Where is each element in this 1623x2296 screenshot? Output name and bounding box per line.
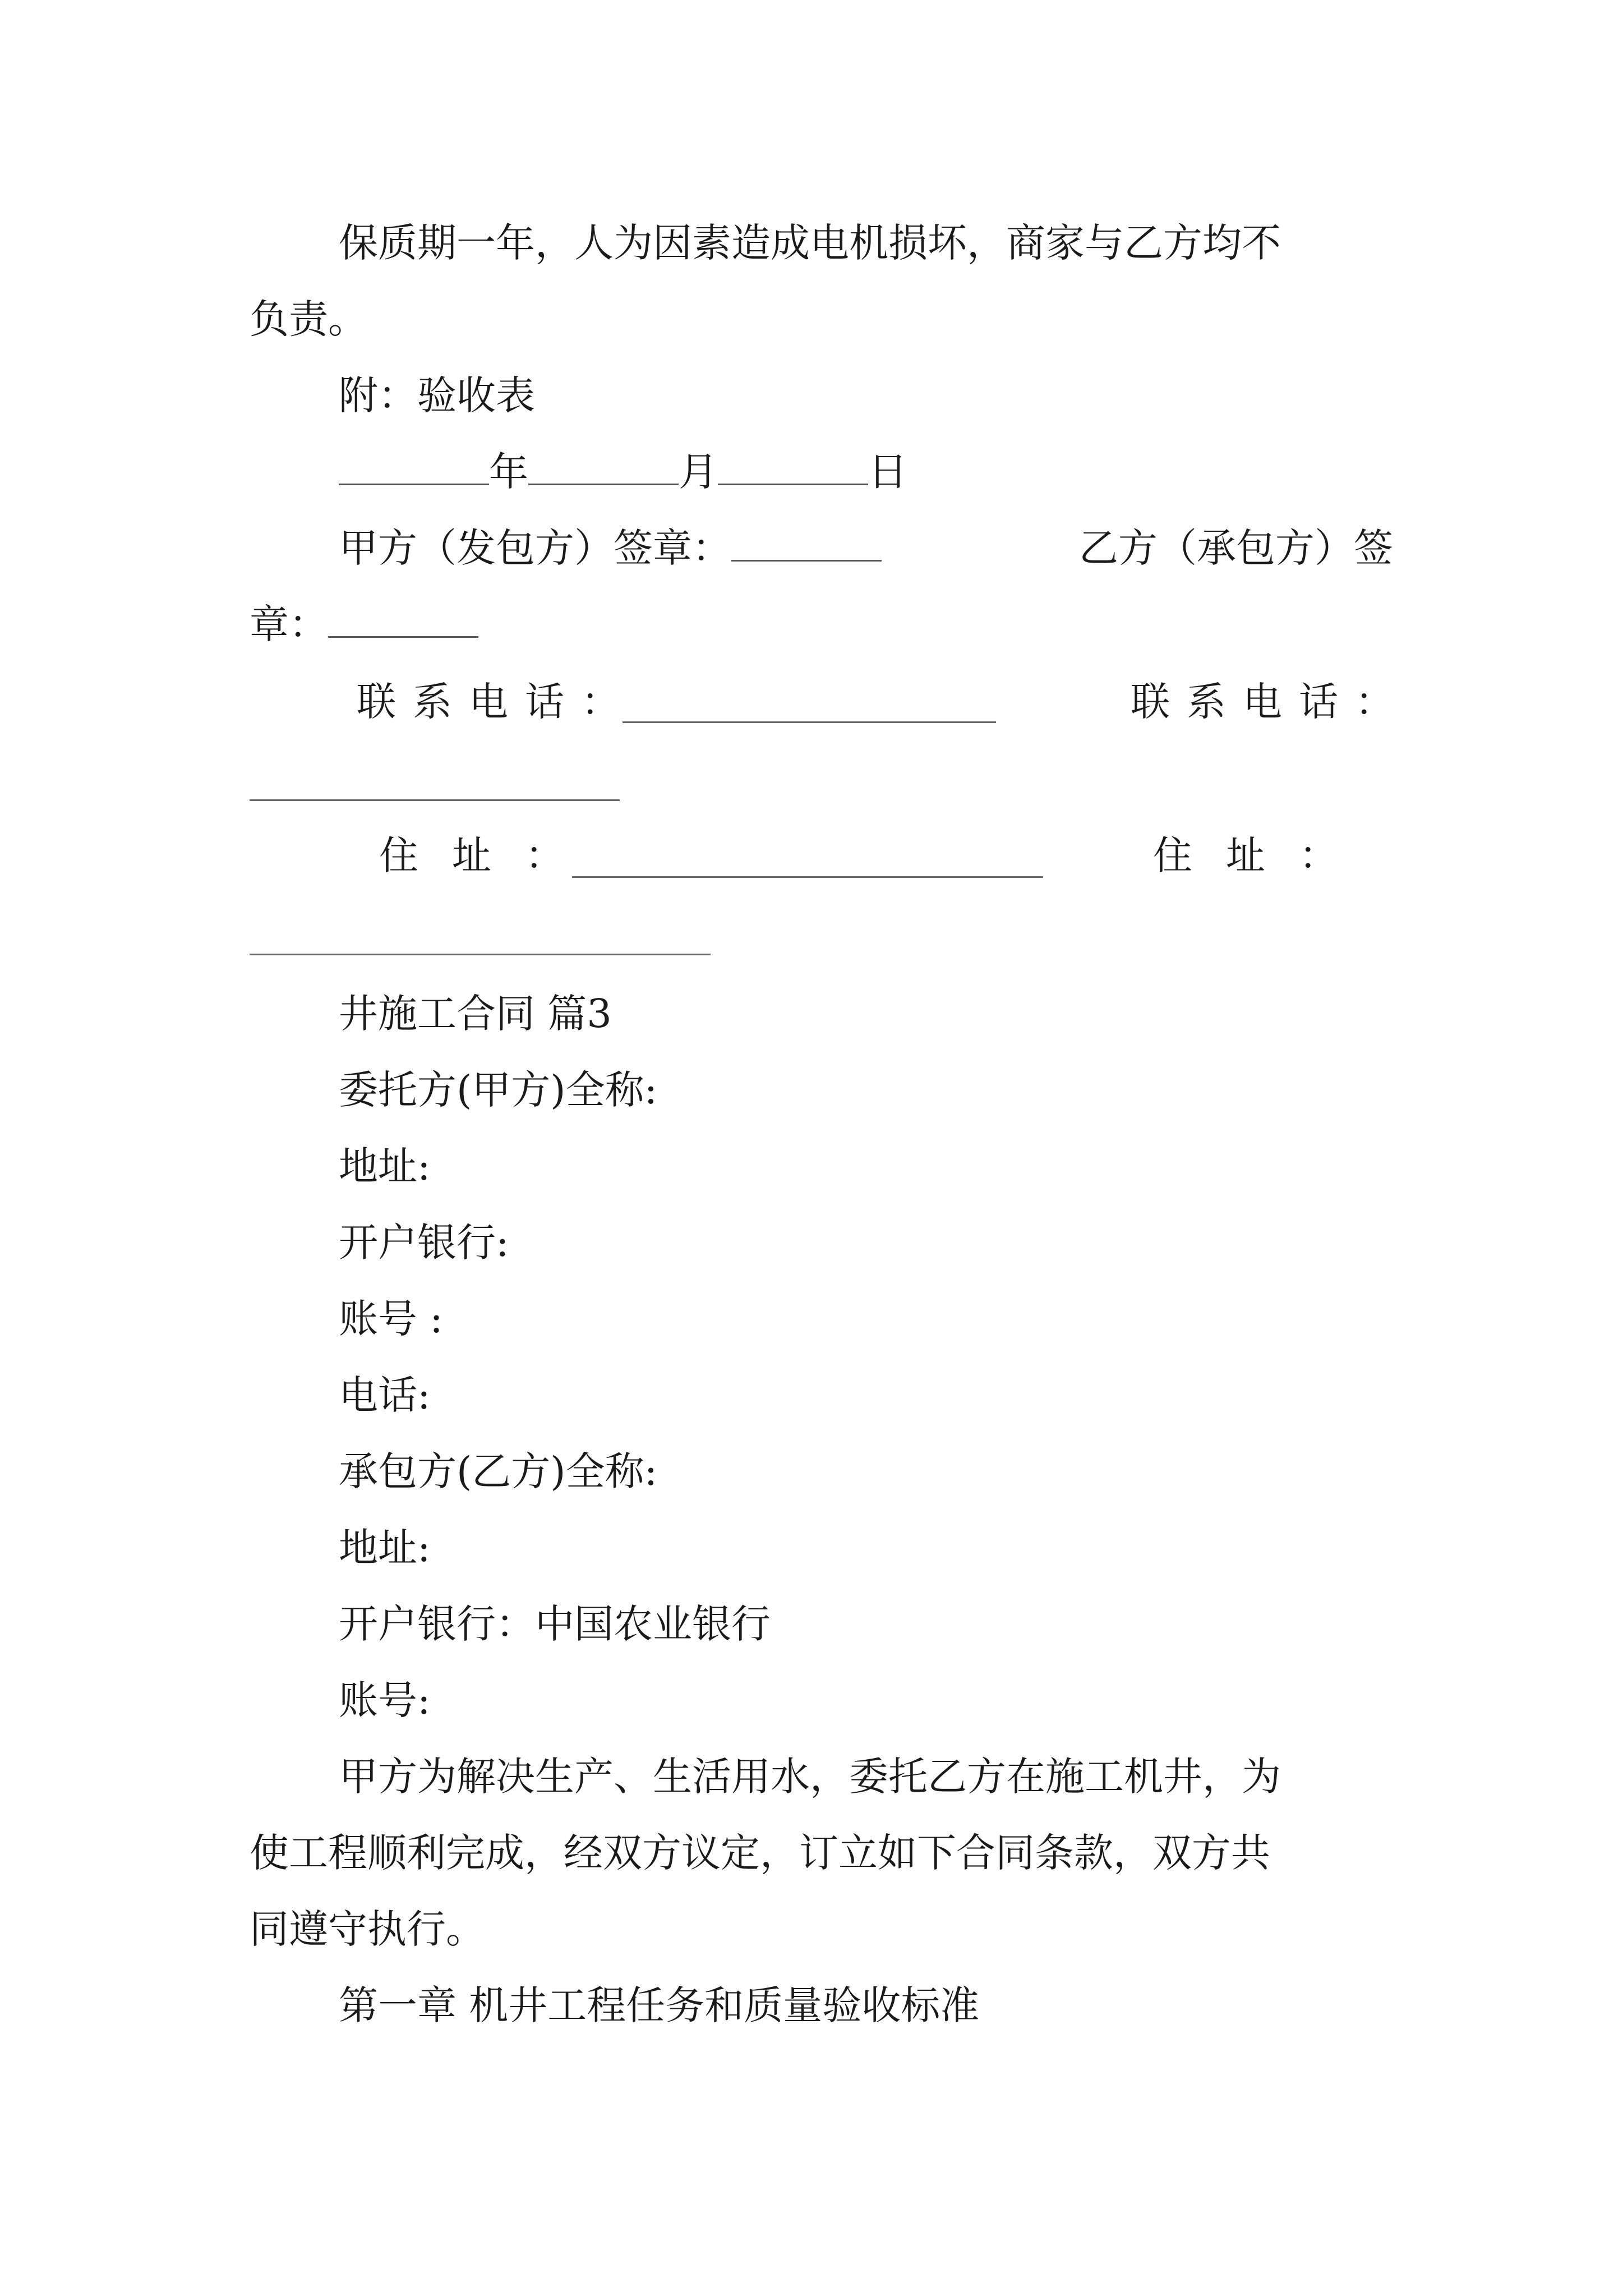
chapter-one-heading: 第一章 机井工程任务和质量验收标准 xyxy=(339,1982,980,2028)
contractor-name-field: 承包方(乙方)全称: xyxy=(339,1448,658,1494)
contractor-bank-field: 开户银行：中国农业银行 xyxy=(339,1601,771,1647)
client-address-field: 地址: xyxy=(339,1143,431,1189)
month-blank[interactable] xyxy=(528,450,679,485)
intro-text-line1: 甲方为解决生产、生活用水，委托乙方在施工机井，为 xyxy=(339,1754,1281,1800)
day-blank[interactable] xyxy=(718,450,868,485)
party-a-signature-label: 甲方（发包方）签章： xyxy=(339,525,731,571)
day-label: 日 xyxy=(868,449,907,495)
phone-b-blank[interactable] xyxy=(250,799,620,801)
phone-a-blank[interactable] xyxy=(623,721,996,723)
phone-b-label: 联系电话： xyxy=(1131,679,1411,725)
party-b-signature-line2 xyxy=(250,601,1394,647)
intro-text-line2: 使工程顺利完成，经双方议定，订立如下合同条款，双方共 xyxy=(250,1830,1270,1876)
address-line xyxy=(379,832,1372,878)
year-blank[interactable] xyxy=(339,450,489,485)
signature-line xyxy=(339,525,1393,571)
address-a-label: 住址： xyxy=(379,832,598,878)
contractor-account-field: 账号: xyxy=(339,1677,431,1723)
client-name-field: 委托方(甲方)全称: xyxy=(339,1067,658,1113)
intro-text-line3: 同遵守执行。 xyxy=(250,1906,485,1952)
party-b-signature-label-cont: 章： xyxy=(250,601,328,647)
date-line xyxy=(339,449,1393,495)
warranty-text-line2: 负责。 xyxy=(250,296,367,342)
warranty-text-line1: 保质期一年，人为因素造成电机损坏，商家与乙方均不 xyxy=(339,220,1281,266)
party-b-signature-label: 乙方（承包方）签 xyxy=(1079,525,1393,571)
month-label: 月 xyxy=(679,449,718,495)
address-a-blank[interactable] xyxy=(572,876,1043,878)
year-label: 年 xyxy=(489,449,528,495)
phone-a-label: 联系电话： xyxy=(357,679,637,725)
address-b-blank[interactable] xyxy=(250,954,711,955)
client-phone-field: 电话: xyxy=(339,1372,431,1418)
party-a-signature-blank[interactable] xyxy=(731,526,882,562)
client-account-field: 账号 : xyxy=(339,1296,443,1342)
contractor-address-field: 地址: xyxy=(339,1525,431,1571)
section-title: 井施工合同 篇3 xyxy=(339,991,612,1037)
attachment-note: 附：验收表 xyxy=(339,372,535,418)
address-b-label: 住址： xyxy=(1153,832,1372,878)
client-bank-field: 开户银行: xyxy=(339,1220,509,1266)
party-b-signature-blank[interactable] xyxy=(328,602,478,638)
phone-line xyxy=(357,679,1411,725)
